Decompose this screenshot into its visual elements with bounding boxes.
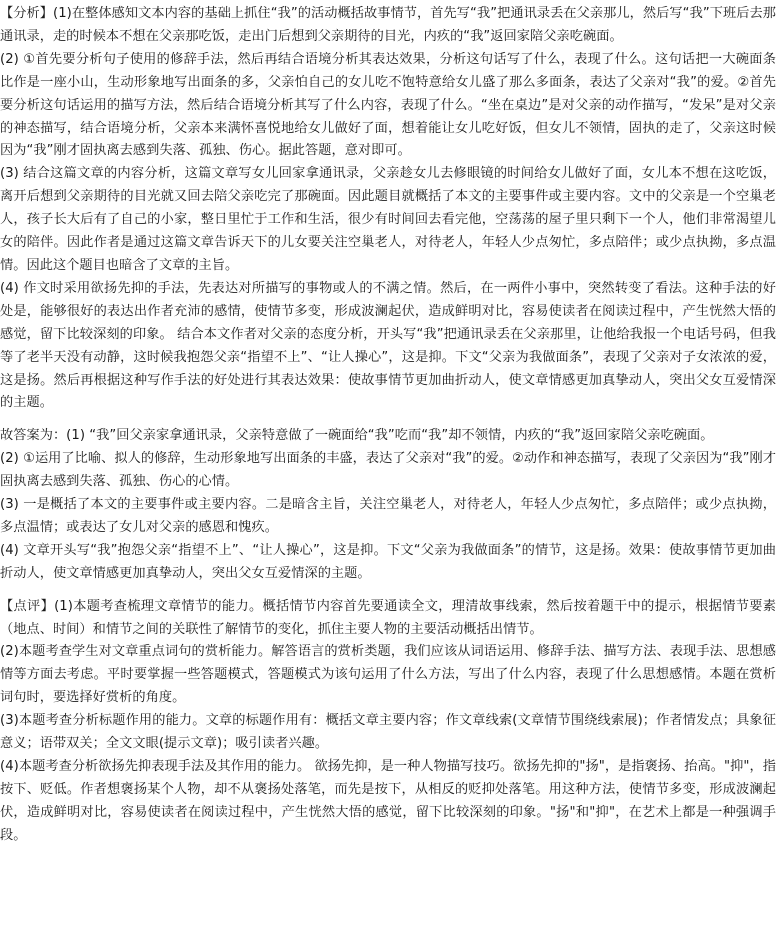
analysis-part-3: (3) 结合这篇文章的内容分析，这篇文章写女儿回家拿通讯录，父亲趁女儿去修眼镜的时间给女儿做好了面，女儿本不想在这吃饭，离开后想到父亲期待的目光就又回去陪父亲吃完了那碗面。因此题目就概括了本文的主要事件或主要内容。文中的父亲是一个空巢老人，孩子长大后有了自己的小家，整日里忙于工作和生活，很少有时间回去看完他，空荡荡的屋子里只剩下一个人，他们非常渴望儿女的陪伴。因此作者是通过这篇文章告诉天下的儿女要关注空巢老人，对待老人，年轻人少点匆忙，多点陪伴；或少点执拗，多点温情。因此这个题目也暗含了文章的主旨。 <box>0 166 776 273</box>
answer-section <box>0 425 776 585</box>
answer-part-1: 故答案为：(1) “我”回父亲家拿通讯录，父亲特意做了一碗面给“我”吃而“我”却不领情，内疚的“我”返回家陪父亲吃碗面。 <box>0 428 714 444</box>
answer-part-4: (4) 文章开头写“我”抱怨父亲“指望不上”、“让人操心”，这是抑。下文“父亲为我做面条”的情节，这是扬。效果：使故事情节更加曲折动人，使文章情感更加真挚动人，突出父女互爱情深的主题。 <box>0 542 776 581</box>
comment-part-4: (4)本题考查分析欲扬先抑表现手法及其作用的能力。 欲扬先抑，是一种人物描写技巧。欲扬先抑的"扬"，是指褒扬、抬高。"抑"，指按下、贬低。作者想褒扬某个人物，却不从褒扬处落笔，而先是按下，从相反的贬抑处落笔。用这种方法，使情节多变，形成波澜起伏，造成鲜明对比，容易使读者在阅读过程中，产生恍然大悟的感觉，留下比较深刻的印象。"扬"和"抑"，在艺术上都是一种强调手段。 <box>0 759 776 843</box>
answer-part-2: (2) ①运用了比喻、拟人的修辞，生动形象地写出面条的丰盛，表达了父亲对“我”的爱。②动作和神态描写，表现了父亲因为“我”刚才固执离去感到失落、孤独、伤心的心情。 <box>0 451 776 490</box>
analysis-part-1: 【分析】(1)在整体感知文本内容的基础上抓住“我”的活动概括故事情节，首先写“我”把通讯录丢在父亲那儿，然后写“我”下班后去那通讯录，走的时候本不想在父亲那吃饭，走出门后想到父亲期待的目光，内疚的“我”返回家陪父亲吃碗面。 <box>0 6 776 44</box>
analysis-part-4: (4) 作文时采用欲扬先抑的手法，先表达对所描写的事物或人的不满之情。然后，在一两件小事中，突然转变了看法。这种手法的好处是，能够很好的表达出作者充沛的感情，使情节多变，形成波澜起伏，造成鲜明对比，容易使读者在阅读过程中，产生恍然大悟的感觉，留下比较深刻的印象。 结合本文作者对父亲的态度分析，开头写“我”把通讯录丢在父亲那里，让他给我报一个电话号码，但我等了老半天没有动静，这时候我抱怨父亲“指望不上”、“让人操心”，这是抑。下文“父亲为我做面条”，表现了父亲对子女浓浓的爱，这是扬。然后再根据这种写作手法的好处进行其表达效果：使故事情节更加曲折动人，使文章情感更加真挚动人，突出父女互爱情深的主题。 <box>0 280 776 411</box>
answer-part-3: (3) 一是概括了本文的主要事件或主要内容。二是暗含主旨，关注空巢老人，对待老人，年轻人少点匆忙，多点陪伴；或少点执拗，多点温情；或表达了女儿对父亲的感恩和愧疚。 <box>0 497 776 535</box>
comment-part-3: (3)本题考查分析标题作用的能力。文章的标题作用有：概括文章主要内容；作文章线索(文章情节围绕线索展)；作者情发点；具象征意义；语带双关；全文文眼(提示文章)；吸引读者兴趣。 <box>0 713 776 752</box>
analysis-section <box>0 3 776 415</box>
comment-part-2: (2)本题考查学生对文章重点词句的赏析能力。解答语言的赏析类题，我们应该从词语运用、修辞手法、描写方法、表现手法、思想感情等方面去考虑。平时要掌握一些答题模式，答题模式为该句运用了什么方法，写出了什么内容，表现了什么思想感情。本题在赏析词句时，要选择好赏析的角度。 <box>0 644 776 706</box>
comment-section <box>0 596 776 848</box>
analysis-part-2: (2) ①首先要分析句子使用的修辞手法，然后再结合语境分析其表达效果，分析这句话写了什么，表现了什么。这句话把一大碗面条比作是一座小山，生动形象地写出面条的多，父亲怕自己的女儿吃不饱特意给女儿盛了那么多面条，表达了父亲对“我”的爱。②首先要分析这句话运用的描写方法，然后结合语境分析其写了什么内容，表现了什么。“坐在桌边”是对父亲的动作描写，“发呆”是对父亲的神态描写，结合语境分析，父亲本来满怀喜悦地给女儿做好了面，想着能让女儿吃好饭，但女儿不领情，固执的走了，父亲这时候因为“我”刚才固执离去感到失落、孤独、伤心。据此答题，意对即可。 <box>0 51 776 159</box>
comment-part-1: 【点评】(1)本题考查梳理文章情节的能力。概括情节内容首先要通读全文，理清故事线索，然后按着题干中的提示，根据情节要素（地点、时间）和情节之间的关联性了解情节的变化，抓住主要人物的主要活动概括出情节。 <box>0 598 776 637</box>
